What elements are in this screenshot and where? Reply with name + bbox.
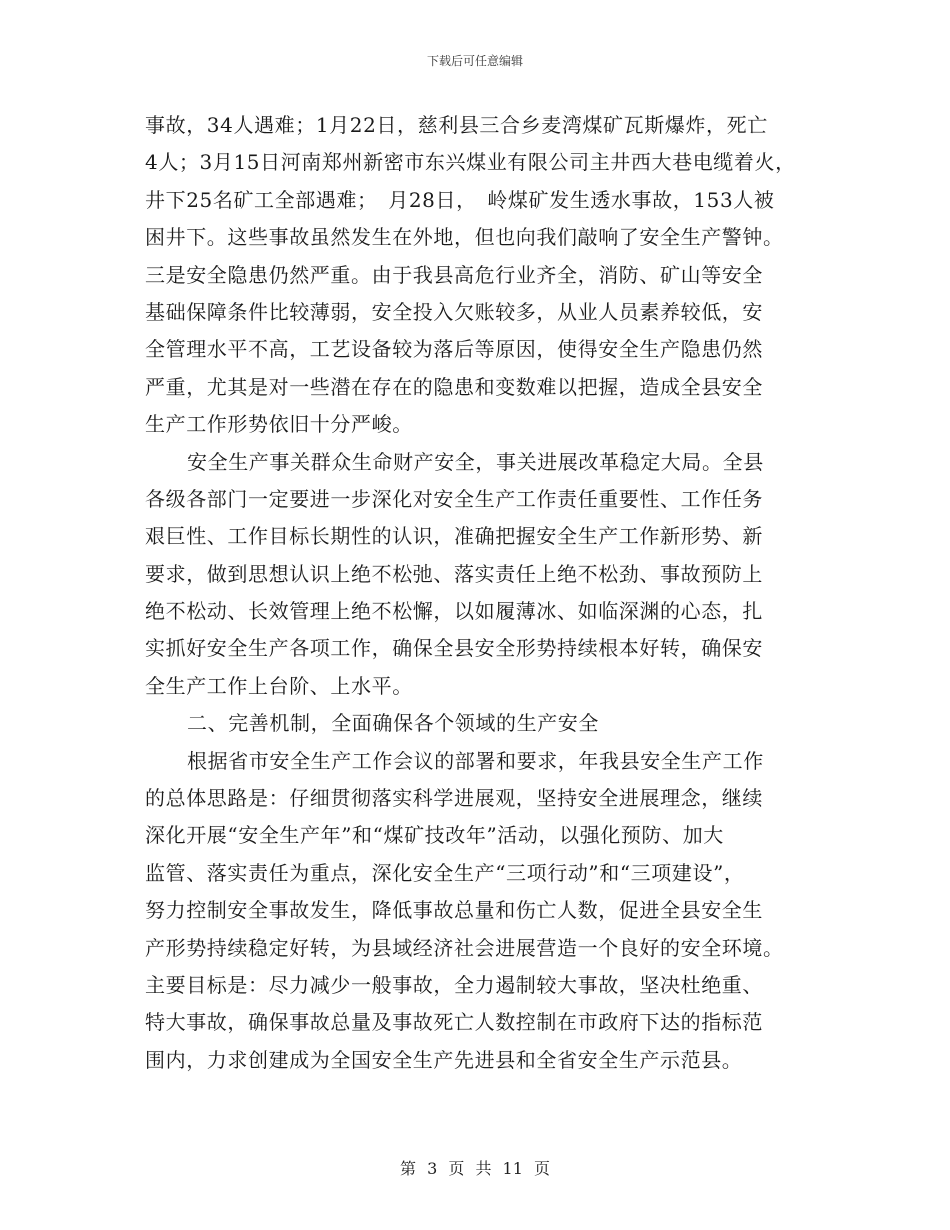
text-line: 监管、落实责任为重点，深化安全生产“三项行动”和“三项建设”，: [145, 860, 745, 885]
text-line: 各级各部门一定要进一步深化对安全生产工作责任重要性、工作任务: [145, 486, 763, 511]
text-line: 主要目标是：尽力减少一般事故，全力遏制较大事故，坚决杜绝重、: [145, 972, 763, 997]
text-line: 努力控制安全事故发生，降低事故总量和伤亡人数，促进全县安全生: [145, 898, 763, 923]
text-line: 三是安全隐患仍然严重。由于我县高危行业齐全，消防、矿山等安全: [145, 262, 763, 287]
text-line: 深化开展“安全生产年”和“煤矿技改年”活动，以强化预防、加大: [145, 823, 724, 848]
document-body: [145, 107, 805, 1079]
page-header: 下载后可任意编辑: [426, 54, 523, 68]
text-line: 4人；3月15日河南郑州新密市东兴煤业有限公司主井西大巷电缆着火，: [145, 150, 796, 175]
text-line: 严重，尤其是对一些潜在存在的隐患和变数难以把握，造成全县安全: [145, 374, 763, 399]
text-line: 围内，力求创建成为全国安全生产先进县和全省安全生产示范县。: [145, 1047, 743, 1072]
text-line: 井下25名矿工全部遇难； 月28日， 岭煤矿发生透水事故，153人被: [145, 187, 775, 212]
text-line: 实抓好安全生产各项工作，确保全县安全形势持续根本好转，确保安: [145, 636, 763, 661]
text-line: 全管理水平不高，工艺设备较为落后等原因，使得安全生产隐患仍然: [145, 337, 763, 362]
text-line: 的总体思路是：仔细贯彻落实科学进展观，坚持安全进展理念，继续: [145, 786, 763, 811]
text-line: 生产工作形势依旧十分严峻。: [145, 412, 413, 437]
text-line: 基础保障条件比较薄弱，安全投入欠账较多，从业人员素养较低，安: [145, 299, 763, 324]
text-line: 特大事故，确保事故总量及事故死亡人数控制在市政府下达的指标范: [145, 1010, 763, 1035]
section-heading: 二、完善机制，全面确保各个领域的生产安全: [187, 711, 599, 736]
text-line: 产形势持续稳定好转，为县域经济社会进展营造一个良好的安全环境。: [145, 935, 784, 960]
text-line: 要求，做到思想认识上绝不松弛、落实责任上绝不松劲、事故预防上: [145, 561, 763, 586]
text-line: 事故，34人遇难；1月22日，慈利县三合乡麦湾煤矿瓦斯爆炸，死亡: [145, 113, 768, 137]
text-line: 绝不松动、长效管理上绝不松懈，以如履薄冰、如临深渊的心态，扎: [145, 599, 763, 624]
text-line: 困井下。这些事故虽然发生在外地，但也向我们敲响了安全生产警钟。: [145, 225, 784, 250]
text-line: 艰巨性、工作目标长期性的认识，准确把握安全生产工作新形势、新: [145, 524, 763, 549]
text-line: 全生产工作上台阶、上水平。: [145, 673, 413, 698]
paragraph-first-line: 安全生产事关群众生命财产安全，事关进展改革稳定大局。全县: [187, 449, 764, 474]
paragraph-first-line: 根据省市安全生产工作会议的部署和要求，年我县安全生产工作: [187, 748, 764, 773]
page-number-footer: 第 3 页 共 11 页: [400, 1159, 550, 1178]
